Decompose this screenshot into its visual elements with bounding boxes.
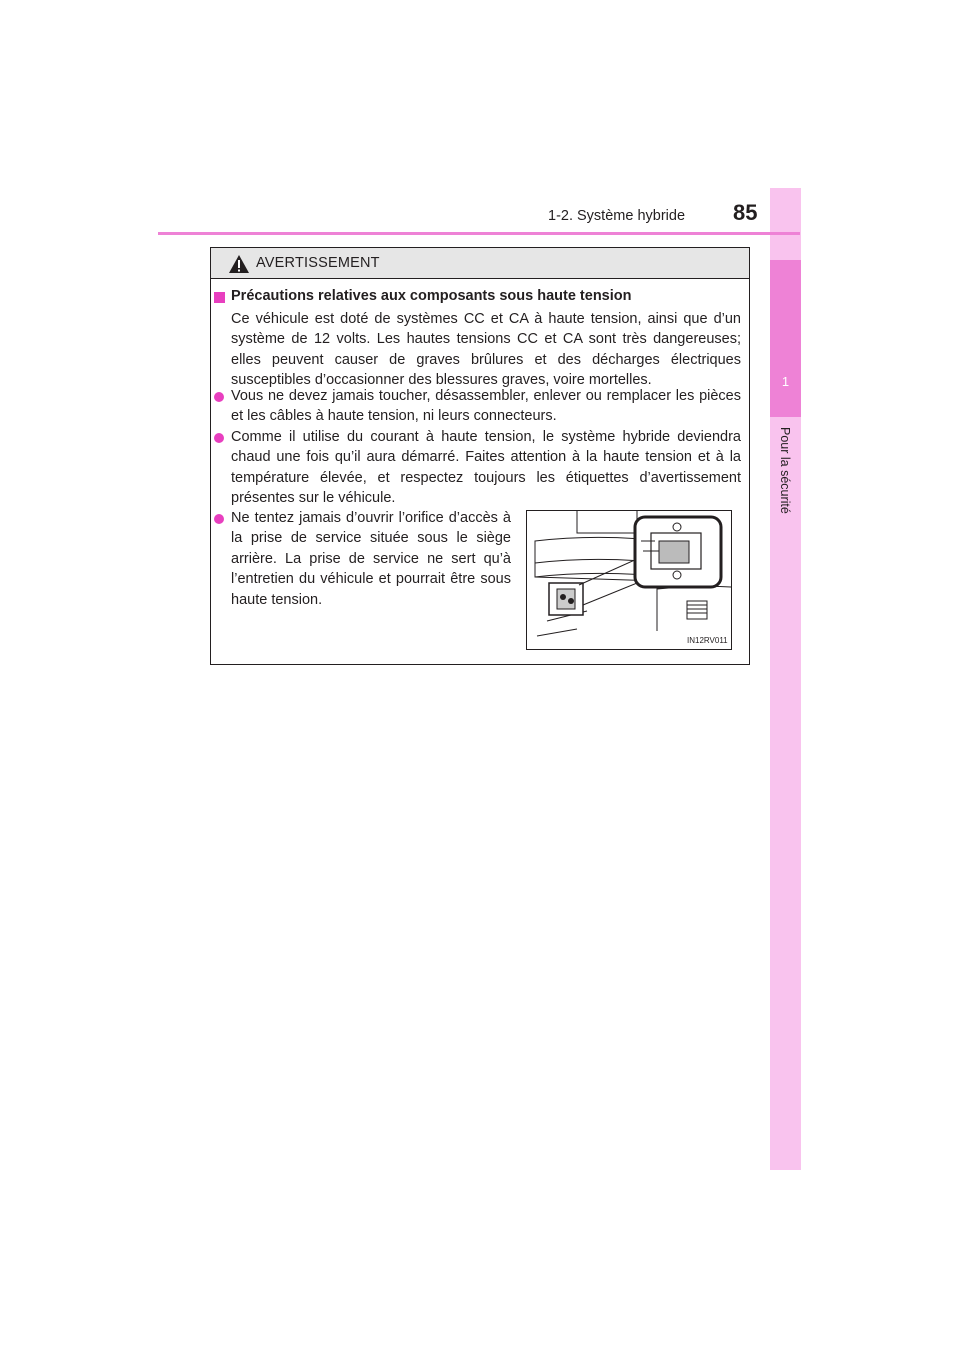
warning-header (211, 248, 749, 279)
warning-title: AVERTISSEMENT (256, 255, 380, 271)
page-number: 85 (733, 200, 758, 225)
bullet-dot-icon (214, 392, 224, 402)
warning-bullet-3: Ne tentez jamais d’ouvrir l’orifice d’accès à la prise de service située sous le siège arrière. La prise de service ne sert qu’à l’entretien du véhicule et pourrait être sous haute tension. (231, 510, 511, 608)
warning-bullet-2: Comme il utilise du courant à haute tension, le système hybride deviendra chaud une fois qu’il aura démarré. Faites attention à la haute tension et à la température élevée, et respectez toujours les étiquettes d’avertissement présentes sur le véhicule. (231, 429, 741, 507)
warning-triangle-icon (228, 254, 250, 274)
chapter-label: Pour la sécurité (778, 427, 792, 514)
bullet-dot-icon (214, 433, 224, 443)
bullet-dot-icon (214, 514, 224, 524)
section-title: 1-2. Système hybride (548, 208, 686, 224)
chapter-number: 1 (781, 374, 790, 389)
illustration-code: IN12RV011 (687, 636, 728, 645)
header-rule (158, 232, 800, 235)
warning-bullet-1: Vous ne devez jamais toucher, désassembler, enlever ou remplacer les pièces et les câbles à haute tension, ni leurs connecteurs. (231, 388, 741, 425)
service-plug-illustration (526, 510, 732, 650)
chapter-tab-highlight (770, 260, 801, 417)
warning-box (210, 247, 750, 665)
service-plug-drawing (527, 511, 731, 649)
warning-paragraph: Ce véhicule est doté de systèmes CC et CA à haute tension, ainsi que d’un système de 12 volts. Les hautes tensions CC et CA sont très dangereuses; elles peuvent causer de graves brûlures et des décharges électriques susceptibles d’occasionner des blessures graves, voire mortelles. (231, 311, 741, 389)
heading-square-icon (214, 292, 225, 303)
warning-heading: Précautions relatives aux composants sous haute tension (231, 288, 632, 304)
